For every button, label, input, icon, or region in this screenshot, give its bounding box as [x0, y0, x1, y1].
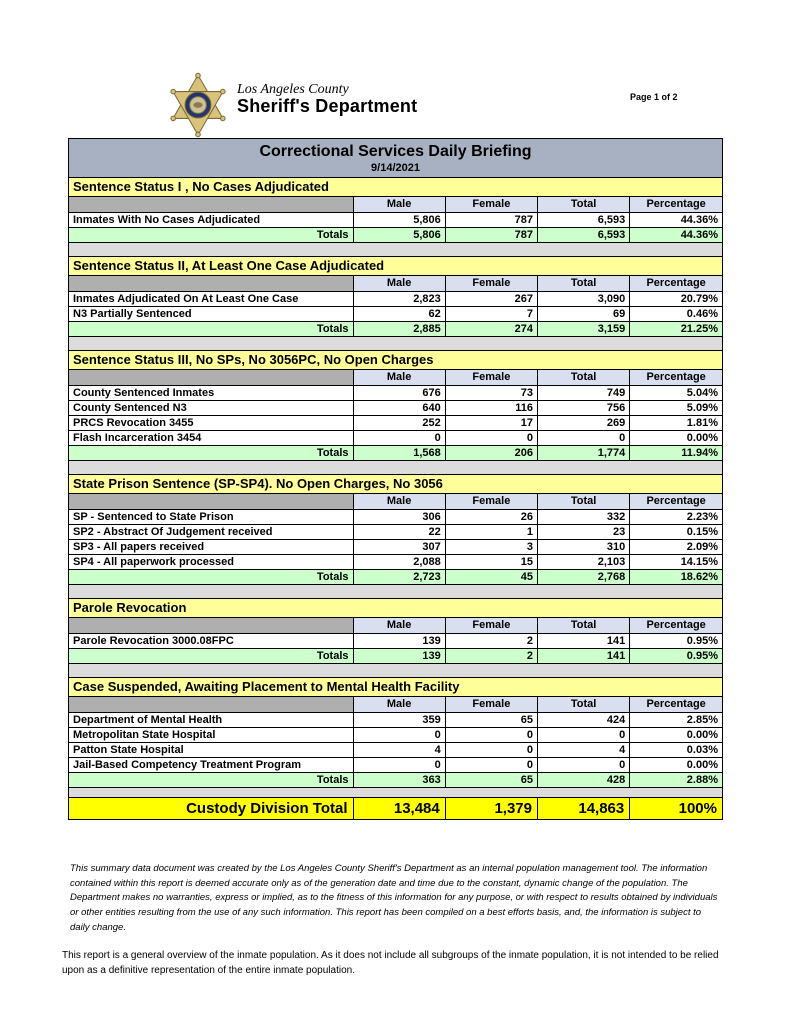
- section-title: Case Suspended, Awaiting Placement to Mental Health Facility: [69, 678, 722, 697]
- row-value: 14.15%: [630, 554, 722, 569]
- table-row: [69, 524, 722, 539]
- row-value: 3: [445, 539, 537, 554]
- page-title: Correctional Services Daily Briefing: [259, 143, 532, 160]
- totals-value: 2,768: [538, 569, 630, 584]
- table-row: [69, 430, 722, 445]
- row-label: N3 Partially Sentenced: [69, 306, 353, 321]
- row-value: 267: [445, 291, 537, 306]
- section-table: [69, 618, 722, 663]
- sections: [69, 177, 722, 788]
- row-value: 0.00%: [630, 757, 722, 772]
- totals-value: 1,568: [353, 445, 445, 460]
- row-value: 269: [538, 415, 630, 430]
- table-row: [69, 727, 722, 742]
- row-value: 0: [353, 430, 445, 445]
- column-header: Male: [353, 618, 445, 633]
- column-header: Total: [538, 276, 630, 291]
- column-header: Female: [445, 276, 537, 291]
- totals-value: 2: [445, 648, 537, 663]
- agency-department: Sheriff's Department: [237, 96, 418, 116]
- column-header: Total: [538, 197, 630, 212]
- totals-value: 65: [445, 772, 537, 787]
- report-date: 9/14/2021: [371, 162, 420, 174]
- table-row: [69, 415, 722, 430]
- custody-total-value: 14,863: [538, 798, 630, 819]
- row-value: 15: [445, 554, 537, 569]
- row-label: SP3 - All papers received: [69, 539, 353, 554]
- row-value: 2,823: [353, 291, 445, 306]
- column-header-row: [69, 370, 722, 385]
- column-header: Percentage: [630, 494, 722, 509]
- row-value: 0: [538, 727, 630, 742]
- disclaimer-primary: This summary data document was created by the Los Angeles County Sheriff's Department as an internal population management tool. The information contained within this report is deemed accurate only as of the generation date and time due to the constant, dynamic change of the population. The Department makes no warranties, express or implied, as to the fitness of this information for any purpose, or with respect to results obtained by individuals or other entities resulting from the use of any such information. This report has been compiled on a best efforts basis, and, the information is subject to daily change.: [70, 863, 718, 933]
- table-row: [69, 539, 722, 554]
- column-header: Male: [353, 276, 445, 291]
- row-value: 44.36%: [630, 212, 722, 227]
- header-blank-cell: [69, 697, 353, 712]
- header-blank-cell: [69, 618, 353, 633]
- row-value: 0: [353, 727, 445, 742]
- section: [69, 350, 722, 461]
- table-row: [69, 757, 722, 772]
- section-table: [69, 697, 722, 787]
- row-value: 332: [538, 509, 630, 524]
- totals-value: 3,159: [538, 321, 630, 336]
- section-title: Sentence Status II, At Least One Case Adjudicated: [69, 257, 722, 276]
- column-header: Female: [445, 618, 537, 633]
- row-value: 0.46%: [630, 306, 722, 321]
- row-value: 73: [445, 385, 537, 400]
- section-table: [69, 197, 722, 242]
- totals-row: [69, 648, 722, 663]
- custody-total-label: Custody Division Total: [69, 798, 353, 819]
- section: [69, 256, 722, 337]
- section-title: State Prison Sentence (SP-SP4). No Open Charges, No 3056: [69, 475, 722, 494]
- table-row: [69, 385, 722, 400]
- row-label: Parole Revocation 3000.08FPC: [69, 633, 353, 648]
- row-value: 0.03%: [630, 742, 722, 757]
- row-value: 2.23%: [630, 509, 722, 524]
- table-row: [69, 554, 722, 569]
- column-header: Male: [353, 494, 445, 509]
- row-value: 2: [445, 633, 537, 648]
- totals-value: 141: [538, 648, 630, 663]
- row-label: County Sentenced Inmates: [69, 385, 353, 400]
- column-header-row: [69, 197, 722, 212]
- section-title: Sentence Status I , No Cases Adjudicated: [69, 178, 722, 197]
- column-header: Total: [538, 618, 630, 633]
- totals-value: 5,806: [353, 227, 445, 242]
- custody-total-value: 13,484: [353, 798, 445, 819]
- row-value: 0: [445, 727, 537, 742]
- table-row: [69, 306, 722, 321]
- row-label: Department of Mental Health: [69, 712, 353, 727]
- row-value: 2,103: [538, 554, 630, 569]
- column-header: Male: [353, 197, 445, 212]
- column-header: Percentage: [630, 370, 722, 385]
- row-label: PRCS Revocation 3455: [69, 415, 353, 430]
- header-blank-cell: [69, 494, 353, 509]
- section-table: [69, 494, 722, 584]
- page-number: Page 1 of 2: [630, 92, 678, 102]
- row-label: SP4 - All paperwork processed: [69, 554, 353, 569]
- row-value: 676: [353, 385, 445, 400]
- row-value: 116: [445, 400, 537, 415]
- row-value: 0: [445, 430, 537, 445]
- totals-value: 206: [445, 445, 537, 460]
- row-value: 1.81%: [630, 415, 722, 430]
- totals-label: Totals: [69, 772, 353, 787]
- row-value: 22: [353, 524, 445, 539]
- column-header: Total: [538, 697, 630, 712]
- totals-value: 45: [445, 569, 537, 584]
- row-value: 640: [353, 400, 445, 415]
- agency-county: Los Angeles County: [237, 82, 349, 97]
- table-row: [69, 291, 722, 306]
- column-header: Female: [445, 370, 537, 385]
- row-label: SP - Sentenced to State Prison: [69, 509, 353, 524]
- section-title: Sentence Status III, No SPs, No 3056PC, No Open Charges: [69, 351, 722, 370]
- row-value: 0: [445, 757, 537, 772]
- totals-label: Totals: [69, 321, 353, 336]
- row-value: 6,593: [538, 212, 630, 227]
- table-row: [69, 400, 722, 415]
- table-row: [69, 633, 722, 648]
- totals-value: 139: [353, 648, 445, 663]
- row-value: 26: [445, 509, 537, 524]
- row-value: 0: [445, 742, 537, 757]
- row-value: 359: [353, 712, 445, 727]
- totals-label: Totals: [69, 648, 353, 663]
- row-value: 5.04%: [630, 385, 722, 400]
- row-value: 252: [353, 415, 445, 430]
- totals-value: 787: [445, 227, 537, 242]
- totals-row: [69, 445, 722, 460]
- row-value: 0.15%: [630, 524, 722, 539]
- column-header: Male: [353, 697, 445, 712]
- row-value: 65: [445, 712, 537, 727]
- row-value: 0.00%: [630, 727, 722, 742]
- section: [69, 177, 722, 243]
- totals-value: 363: [353, 772, 445, 787]
- totals-value: 1,774: [538, 445, 630, 460]
- column-header: Total: [538, 494, 630, 509]
- row-value: 17: [445, 415, 537, 430]
- row-value: 1: [445, 524, 537, 539]
- table-row: [69, 509, 722, 524]
- column-header-row: [69, 697, 722, 712]
- lasd-star-badge-icon: [167, 72, 229, 138]
- section: [69, 474, 722, 585]
- column-header: Female: [445, 197, 537, 212]
- row-value: 2.09%: [630, 539, 722, 554]
- row-value: 23: [538, 524, 630, 539]
- row-value: 0.00%: [630, 430, 722, 445]
- row-value: 787: [445, 212, 537, 227]
- disclaimer-secondary: This report is a general overview of the inmate population. As it does not include all subgroups of the inmate population, it is not intended to be relied upon as a definitive representation of the entire inmate population.: [62, 950, 719, 976]
- custody-division-total: [69, 797, 722, 819]
- row-label: Metropolitan State Hospital: [69, 727, 353, 742]
- totals-row: [69, 569, 722, 584]
- header-blank-cell: [69, 276, 353, 291]
- title-bar: [69, 139, 722, 177]
- column-header: Female: [445, 697, 537, 712]
- row-value: 424: [538, 712, 630, 727]
- totals-label: Totals: [69, 227, 353, 242]
- row-label: Patton State Hospital: [69, 742, 353, 757]
- totals-value: 2.88%: [630, 772, 722, 787]
- agency-name: [237, 82, 417, 116]
- column-header: Percentage: [630, 618, 722, 633]
- row-value: 69: [538, 306, 630, 321]
- row-value: 756: [538, 400, 630, 415]
- custody-total-value: 100%: [630, 798, 722, 819]
- totals-value: 21.25%: [630, 321, 722, 336]
- column-header: Male: [353, 370, 445, 385]
- totals-value: 274: [445, 321, 537, 336]
- totals-value: 6,593: [538, 227, 630, 242]
- table-row: [69, 712, 722, 727]
- column-header: Total: [538, 370, 630, 385]
- row-label: Flash Incarceration 3454: [69, 430, 353, 445]
- row-value: 0: [538, 757, 630, 772]
- column-header-row: [69, 276, 722, 291]
- row-value: 307: [353, 539, 445, 554]
- column-header-row: [69, 494, 722, 509]
- row-label: Jail-Based Competency Treatment Program: [69, 757, 353, 772]
- totals-value: 11.94%: [630, 445, 722, 460]
- row-value: 2,088: [353, 554, 445, 569]
- section: [69, 598, 722, 664]
- totals-value: 2,885: [353, 321, 445, 336]
- totals-value: 428: [538, 772, 630, 787]
- totals-value: 2,723: [353, 569, 445, 584]
- section-table: [69, 276, 722, 336]
- header-blank-cell: [69, 370, 353, 385]
- section-table: [69, 370, 722, 460]
- table-row: [69, 212, 722, 227]
- column-header: Female: [445, 494, 537, 509]
- totals-row: [69, 227, 722, 242]
- row-value: 20.79%: [630, 291, 722, 306]
- column-header: Percentage: [630, 276, 722, 291]
- totals-value: 44.36%: [630, 227, 722, 242]
- row-value: 0.95%: [630, 633, 722, 648]
- row-value: 5.09%: [630, 400, 722, 415]
- custody-total-table: [69, 798, 722, 819]
- row-value: 4: [353, 742, 445, 757]
- totals-label: Totals: [69, 569, 353, 584]
- briefing-report: [68, 138, 723, 820]
- custody-total-value: 1,379: [445, 798, 537, 819]
- section-title: Parole Revocation: [69, 599, 722, 618]
- section: [69, 677, 722, 788]
- row-value: 0: [538, 430, 630, 445]
- row-label: Inmates With No Cases Adjudicated: [69, 212, 353, 227]
- table-row: [69, 742, 722, 757]
- row-value: 7: [445, 306, 537, 321]
- row-value: 4: [538, 742, 630, 757]
- totals-value: 18.62%: [630, 569, 722, 584]
- row-value: 141: [538, 633, 630, 648]
- row-label: SP2 - Abstract Of Judgement received: [69, 524, 353, 539]
- row-value: 3,090: [538, 291, 630, 306]
- custody-total-row: [69, 798, 722, 819]
- totals-row: [69, 321, 722, 336]
- column-header-row: [69, 618, 722, 633]
- row-value: 0: [353, 757, 445, 772]
- row-value: 139: [353, 633, 445, 648]
- column-header: Percentage: [630, 697, 722, 712]
- totals-value: 0.95%: [630, 648, 722, 663]
- totals-row: [69, 772, 722, 787]
- row-label: County Sentenced N3: [69, 400, 353, 415]
- row-value: 749: [538, 385, 630, 400]
- row-value: 306: [353, 509, 445, 524]
- row-value: 62: [353, 306, 445, 321]
- row-value: 310: [538, 539, 630, 554]
- row-value: 5,806: [353, 212, 445, 227]
- column-header: Percentage: [630, 197, 722, 212]
- header-blank-cell: [69, 197, 353, 212]
- totals-label: Totals: [69, 445, 353, 460]
- row-label: Inmates Adjudicated On At Least One Case: [69, 291, 353, 306]
- row-value: 2.85%: [630, 712, 722, 727]
